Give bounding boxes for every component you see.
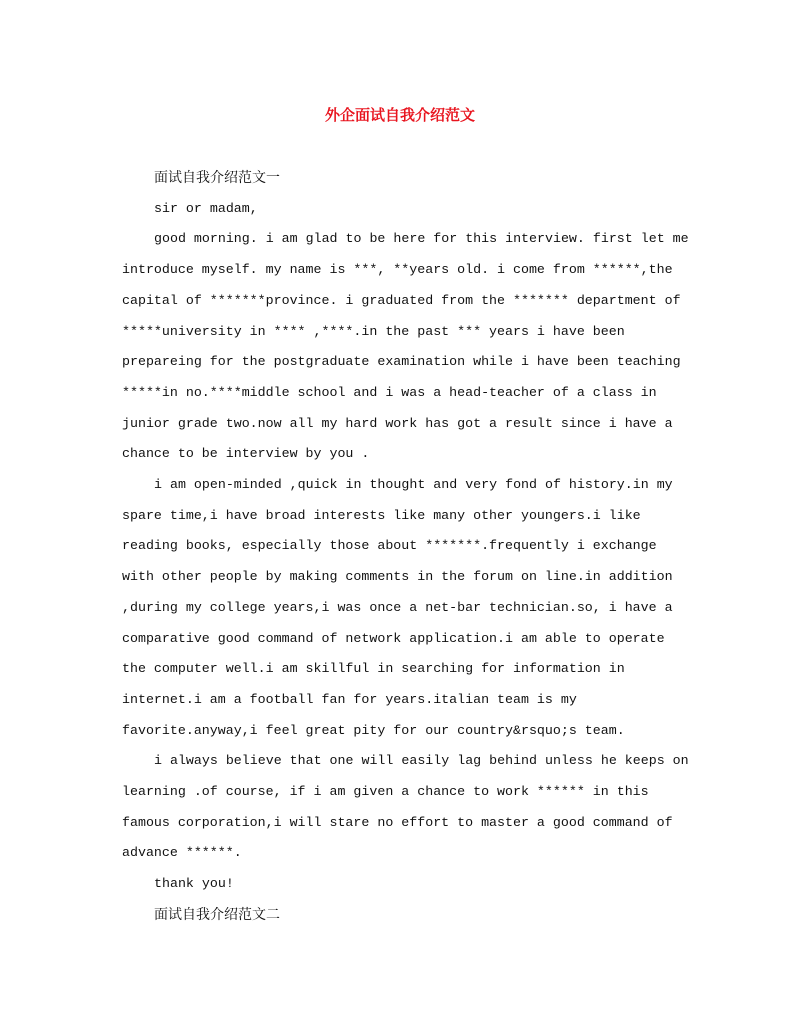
text-line: *****in no.****middle school and i was a head-teacher of a class in (122, 384, 657, 400)
text-line: internet.i am a football fan for years.italian team is my (122, 691, 577, 707)
text-line: thank you! (154, 876, 234, 892)
text-line: i always believe that one will easily lag behind unless he keeps on (154, 753, 689, 769)
text-line: reading books, especially those about *******.frequently i exchange (122, 538, 657, 554)
text-line: prepareing for the postgraduate examination while i have been teaching (122, 354, 681, 370)
section-heading: 面试自我介绍范文二 (154, 906, 280, 923)
text-line: spare time,i have broad interests like many other youngers.i like (122, 507, 641, 523)
text-line: i am open-minded ,quick in thought and very fond of history.in my (154, 477, 673, 493)
text-line: with other people by making comments in the forum on line.in addition (122, 569, 673, 585)
text-line: comparative good command of network application.i am able to operate (122, 630, 665, 646)
text-line: learning .of course, if i am given a chance to work ****** in this (122, 784, 649, 800)
text-line: ,during my college years,i was once a net-bar technician.so, i have a (122, 599, 673, 615)
text-line: chance to be interview by you . (122, 446, 370, 462)
document-body (122, 163, 689, 931)
text-line: sir or madam, (154, 200, 258, 216)
section-heading: 面试自我介绍范文一 (154, 170, 280, 186)
text-line: capital of *******province. i graduated from the ******* department of (122, 292, 681, 308)
text-line: famous corporation,i will stare no effort to master a good command of (122, 814, 673, 830)
text-line: good morning. i am glad to be here for this interview. first let me (154, 231, 689, 247)
text-line: favorite.anyway,i feel great pity for our country&rsquo;s team. (122, 722, 625, 738)
text-line: advance ******. (122, 845, 242, 861)
text-line: the computer well.i am skillful in searching for information in (122, 661, 625, 677)
document-title: 外企面试自我介绍范文 (324, 106, 475, 124)
text-line: *****university in **** ,****.in the past *** years i have been (122, 323, 625, 339)
text-line: junior grade two.now all my hard work has got a result since i have a (122, 415, 673, 431)
text-line: introduce myself. my name is ***, **years old. i come from ******,the (122, 262, 673, 278)
